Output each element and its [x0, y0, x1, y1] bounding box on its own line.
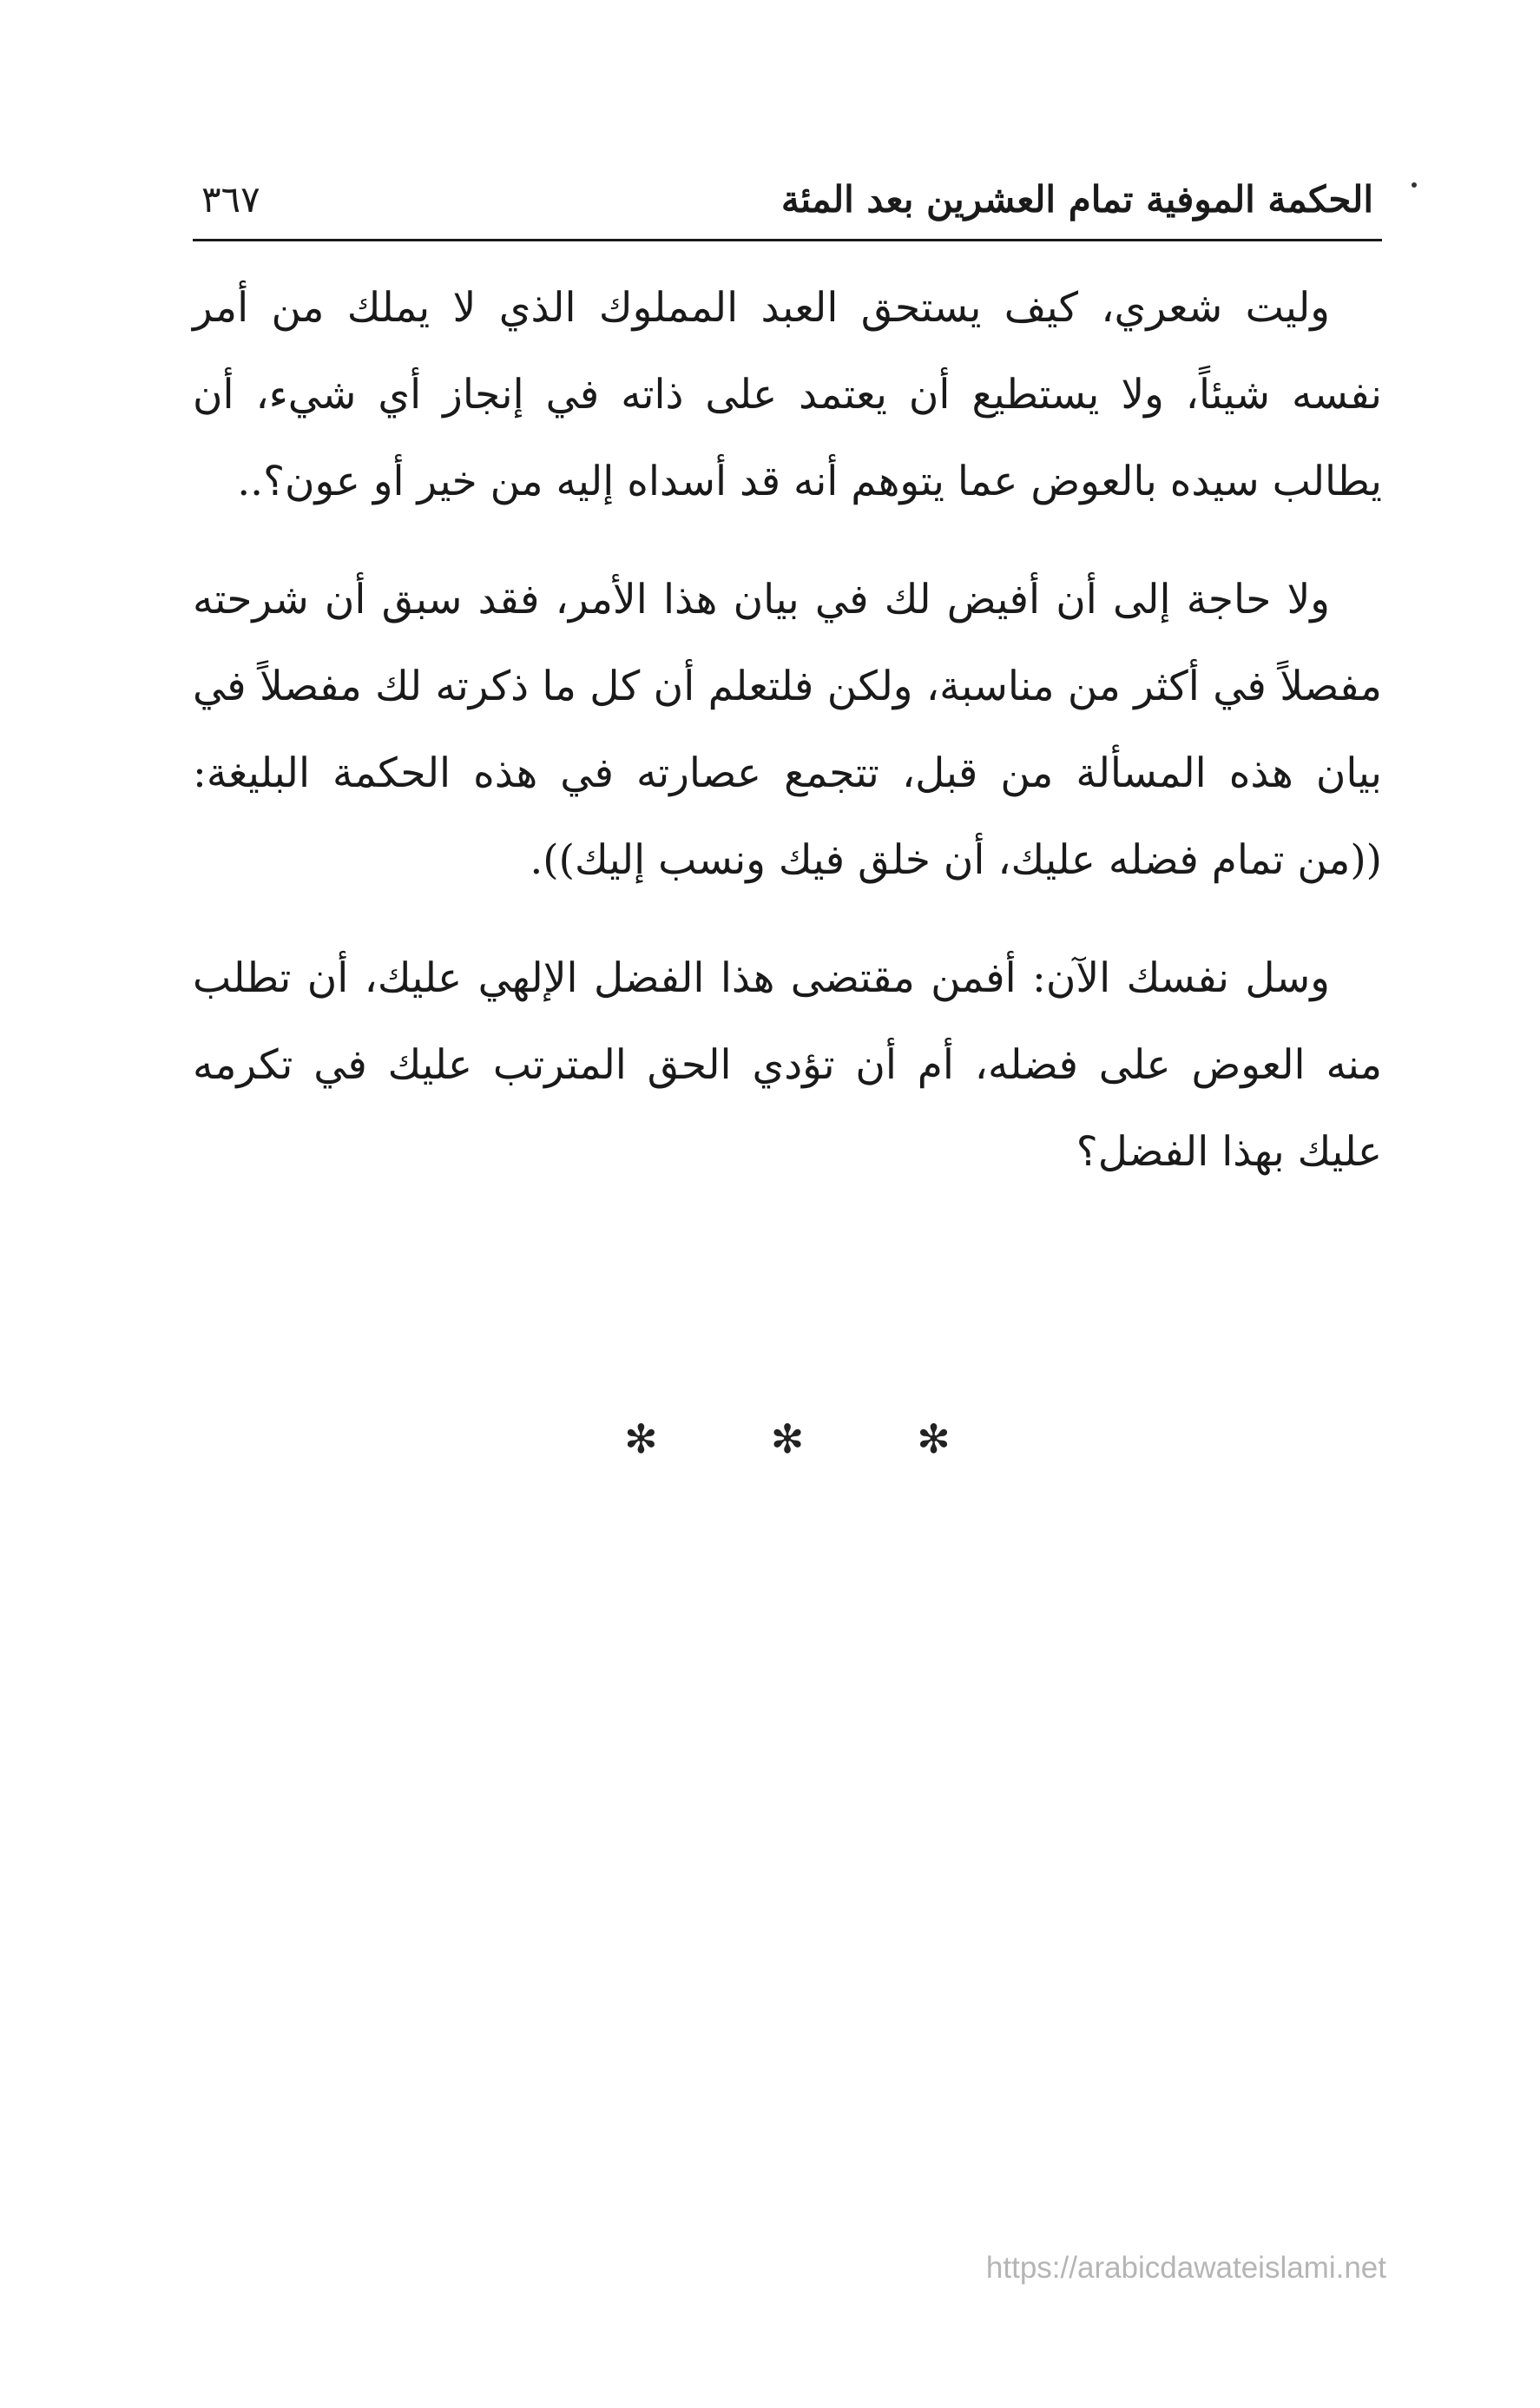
separator-star-icon: ✻ [624, 1415, 658, 1462]
section-separator [193, 1415, 1382, 1462]
page-header [193, 169, 1382, 237]
body-text [193, 265, 1382, 1227]
watermark-url: https://arabicdawateislami.net [985, 2251, 1386, 2285]
header-rule [193, 239, 1382, 241]
paragraph-2 [193, 557, 1382, 904]
page-number: ٣٦٧ [201, 178, 260, 221]
paragraph-1 [193, 265, 1382, 525]
running-title: الحكمة الموفية تمام العشرين بعد المئة [780, 178, 1373, 221]
separator-star-icon: ✻ [917, 1415, 951, 1462]
paragraph-2-text: ولا حاجة إلى أن أفيض لك في بيان هذا الأمر، فقد سبق أن شرحته مفصلاً في أكثر من مناسبة، ولكن فلتعلم أن كل ما ذكرته لك مفصلاً في بيان هذه المسألة من قبل، تتجمع عصارته في هذه الحكمة البليغة: ((من تمام فضله عليك، أن خلق فيك ونسب إليك)). [193, 576, 1382, 884]
paragraph-3 [193, 935, 1382, 1196]
scan-speck [1412, 182, 1417, 188]
separator-star-icon: ✻ [770, 1415, 805, 1462]
paragraph-3-text: وسل نفسك الآن: أفمن مقتضى هذا الفضل الإلهي عليك، أن تطلب منه العوض على فضله، أم أن تؤدي الحق المترتب عليك في تكرمه عليك بهذا الفضل؟ [193, 954, 1382, 1176]
paragraph-1-text: وليت شعري، كيف يستحق العبد المملوك الذي لا يملك من أمر نفسه شيئاً، ولا يستطيع أن يعتمد على ذاته في إنجاز أي شيء، أن يطالب سيده بالعوض عما يتوهم أنه قد أسداه إليه من خير أو عون؟.. [193, 284, 1382, 505]
